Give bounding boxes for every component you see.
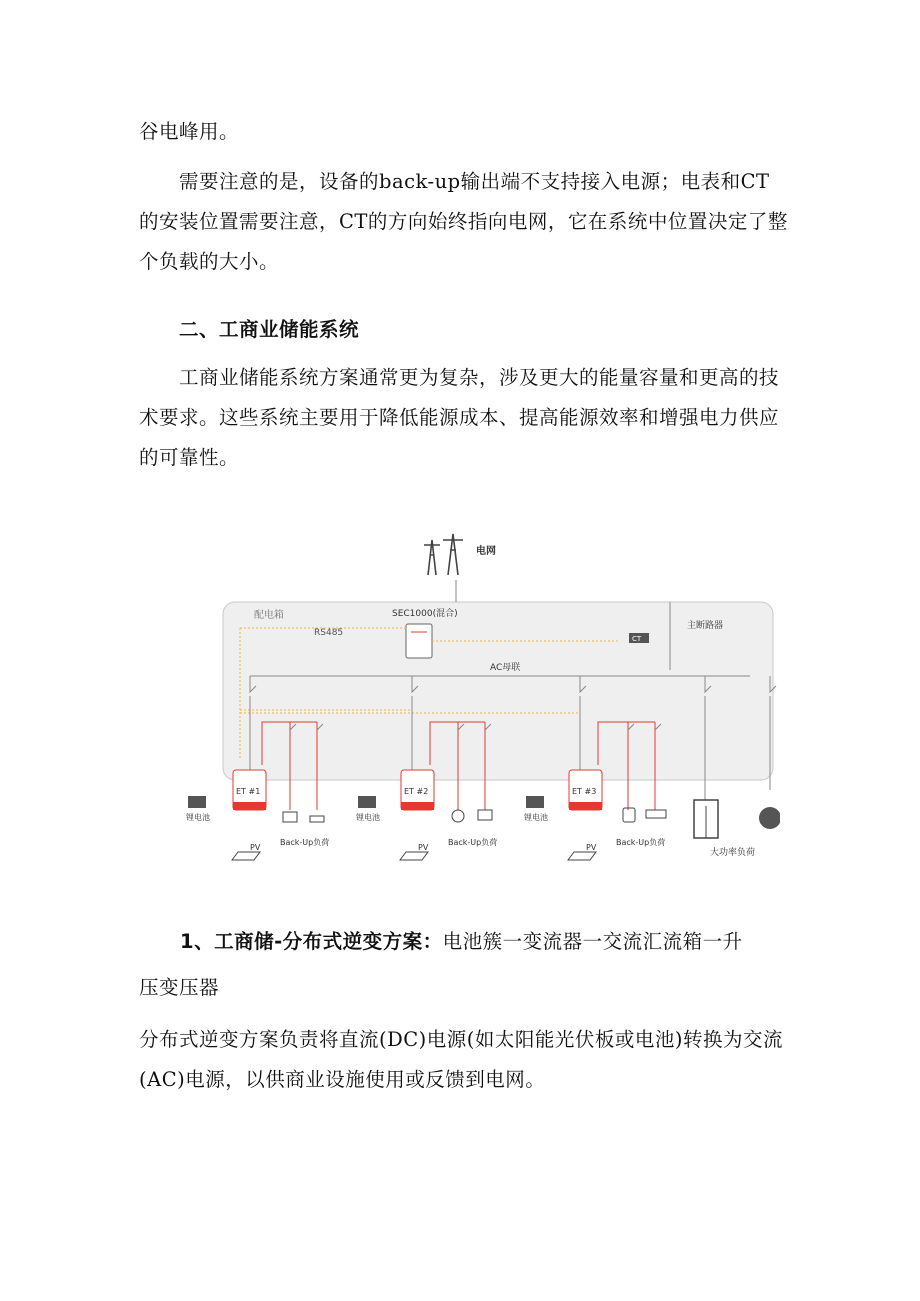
paragraph-3: 分布式逆变方案负责将直流(DC)电源(如太阳能光伏板或电池)转换为交流(AC)电源，以供商业设施使用或反馈到电网。 (139, 1028, 783, 1091)
motor-icon (759, 807, 780, 829)
ac-bus-label: AC母联 (490, 663, 521, 673)
battery-label: 锂电池 (186, 813, 210, 822)
subheading-bold: 1、工商储-分布式逆变方案： (180, 930, 443, 953)
air-conditioner-icon (646, 810, 666, 818)
battery-label: 锂电池 (356, 813, 380, 822)
lightbulb-icon (452, 810, 464, 822)
solar-panel-icon (400, 852, 428, 860)
meter-icon (406, 624, 432, 658)
grid-label: 电网 (476, 546, 496, 557)
tv-icon (283, 812, 297, 822)
battery-icon (188, 796, 206, 808)
distribution-box-label: 配电箱 (254, 610, 284, 621)
energy-storage-diagram (180, 520, 780, 880)
inverter-label: ET #1 (236, 787, 261, 796)
kettle-icon (623, 808, 635, 822)
pv-label: PV (250, 843, 261, 852)
pv-label: PV (586, 843, 597, 852)
paragraph-0: 谷电峰用。 (139, 120, 240, 143)
battery-icon (526, 796, 544, 808)
battery-icon (358, 796, 376, 808)
big-load-label: 大功率负荷 (710, 848, 756, 858)
subheading-rest: 电池簇一变流器一交流汇流箱一升 (442, 930, 743, 953)
router-icon (310, 816, 324, 822)
pv-label: PV (418, 843, 429, 852)
subheading-line-1 (180, 926, 743, 954)
solar-panel-icon (568, 852, 596, 860)
paragraph-2: 工商业储能系统方案通常更为复杂，涉及更大的能量容量和更高的技术要求。这些系统主要用于降低能源成本、提高能源效率和增强电力供应的可靠性。 (139, 366, 780, 469)
inverter-label: ET #3 (572, 787, 597, 796)
subheading-line-2: 压变压器 (139, 976, 220, 999)
backup-load-label: Back-Up负荷 (616, 838, 666, 847)
ct-label: CT (632, 635, 642, 643)
section-heading: 二、工商业储能系统 (179, 318, 360, 341)
power-tower-icon (424, 534, 463, 575)
inverter-label: ET #2 (404, 787, 429, 796)
paragraph-1: 需要注意的是，设备的back-up输出端不支持接入电源；电表和CT的安装位置需要注意，CT的方向始终指向电网，它在系统中位置决定了整个负载的大小。 (139, 170, 788, 273)
computer-icon (478, 810, 492, 820)
backup-load-label: Back-Up负荷 (280, 838, 330, 847)
meter-label: SEC1000(混合) (392, 609, 458, 619)
rs485-label: RS485 (314, 628, 344, 638)
solar-panel-icon (232, 852, 260, 860)
battery-label: 锂电池 (524, 813, 548, 822)
backup-load-label: Back-Up负荷 (448, 838, 498, 847)
main-breaker-label: 主断路器 (687, 621, 724, 631)
